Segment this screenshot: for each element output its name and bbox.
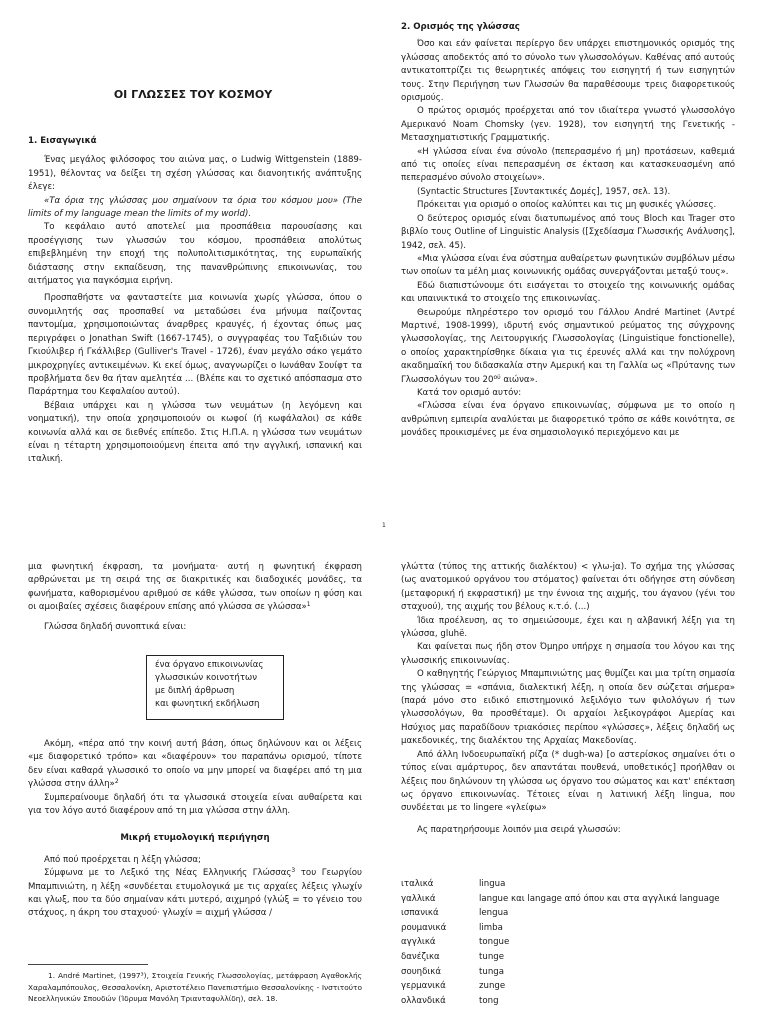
language-list: [401, 877, 720, 1008]
paragraph: Ο πρώτος ορισμός προέρχεται από τον ιδιαίτερα γνωστό γλωσσολόγο Αμερικανό Noam Chomsky (γεν. 1928), τον εισηγητή της Γενετικής - Μετασχηματιστικής Γραμματικής.: [401, 106, 735, 144]
list-item: [401, 877, 720, 892]
subheading: Μικρή ετυμολογική περιήγηση: [120, 833, 270, 844]
list-item: [401, 906, 720, 921]
superscript: ού: [493, 373, 501, 381]
paragraph: [28, 738, 362, 792]
section-definition: [401, 21, 735, 441]
text: Σύμφωνα με το Λεξικό της Νέας Ελληνικής Γλώσσας: [44, 868, 292, 879]
section-intro: [28, 135, 362, 467]
text: αιώνα».: [500, 374, 538, 385]
paragraph: Προσπαθήστε να φανταστείτε μια κοινωνία χωρίς γλώσσα, όπου ο συνομιλητής σας προσπαθεί να μεταδώσει ένα μήνυμα παίζοντας παντομίμα, χρησιμοποιώντας άναρθρες κραυγές, ή έχοντας όπως μας περιγράφει ο Jonathan Swift (1667-1745), ο συγγραφέας του Ταξιδιών του Γκιούλιβερ ή Γκάλλιβερ (Gulliver's Travel - 1726), έναν μεγάλο σάκο γεμάτο μικροχρηγίες αντικειμένων. Κι εκεί όμως, αναγνωρίζει ο Ιωνάθαν Σουίφτ τα προβλήματα δεν θα ήταν αμελητέα ... (Βλέπε και το σχετικό απόσπασμα στο Παράρτημα του Κεφαλαίου αυτού).: [28, 293, 362, 398]
footnote-ref: 1: [306, 601, 311, 609]
language-name: αγγλικά: [401, 937, 436, 948]
language-name: σουηδικά: [401, 966, 442, 977]
page-title: ΟΙ ΓΛΩΣΣΕΣ ΤΟΥ ΚΟΣΜΟΥ: [113, 88, 273, 101]
paragraph: Πρόκειται για ορισμό ο οποίος καλύπτει και τις μη φυσικές γλώσσες.: [417, 200, 717, 211]
text: Θεωρούμε πληρέστερο τον ορισμό του Γάλλου André Martinet (Αντρέ Μαρτινέ, 1908-1999), ιδρυτή ενός σημαντικού ρεύματος της σύγχρονης γλωσσολογίας, της Λειτουργικής Γλωσσολογίας (Linguistique fonctionelle), ο οποίος χαρακτηρίσθηκε δίκαια για τις έρευνές αλλά και την πολύχρονη ακαδημαϊκή του διδασκαλία στην Αμερική και τη Γαλλία ως «Πρύτανης των Γλωσσολόγων του 20: [401, 307, 735, 385]
paragraph: Ένας μεγάλος φιλόσοφος του αιώνα μας, ο Ludwig Wittgenstein (1889-1951), θέλοντας να δείξει τη σχέση γλώσσας και διανοητικής ανάπτυξης έλεγε:: [28, 155, 362, 193]
section-heading: 1. Εισαγωγικά: [28, 136, 97, 146]
box-line: γλωσσικών κοινοτήτων: [155, 673, 258, 683]
paragraph: Κατά τον ορισμό αυτόν:: [417, 387, 522, 398]
quote: «Τα όρια της γλώσσας μου σημαίνουν τα όρια του κόσμου μου» (The limits of my language mean the limits of my world).: [28, 195, 362, 220]
text: Ακόμη, «πέρα από την κοινή αυτή βάση, όπως δηλώνουν και οι λέξεις «με διαφορετικό τρόπο» και «διαφέρουν» του παραπάνω ορισμού, τίποτε δεν είναι καθαρά γλωσσικό το οποίο να μην μπορεί να διαφέρει από τη μια γλώσσα στην άλλη»: [28, 739, 362, 790]
language-name: δανέζικα: [401, 951, 440, 962]
language-word: lengua: [479, 908, 509, 919]
footnote-ref: 2: [114, 778, 119, 786]
paragraph: Ας παρατηρήσουμε λοιπόν μια σειρά γλωσσών:: [417, 824, 621, 835]
paragraph: [28, 867, 362, 921]
list-item: [401, 935, 720, 950]
paragraph: Και φαίνεται πως ήδη στον Όμηρο υπήρχε η σημασία του λόγου και της γλωσσικής επικοινωνίας.: [401, 642, 735, 666]
lower-left-text: [28, 561, 362, 634]
lower-left-text-2: [28, 738, 362, 921]
footnote-text: 1. André Martinet, (1997³), Στοιχεία Γενικής Γλωσσολογίας, μετάφραση Αγαθοκλής Χαραλαμπόπουλος, Θεσσαλονίκη, Αριστοτέλειο Πανεπιστήμιο Θεσσαλονίκης - Ινστιτούτο Νεοελληνικών Σπουδών (Ίδρυμα Μανόλη Τριανταφυλλίδη), σελ. 18.: [28, 971, 362, 1003]
list-item: [401, 950, 720, 965]
language-name: γαλλικά: [401, 893, 436, 904]
footnote: [28, 970, 362, 1005]
language-name: ισπανικά: [401, 908, 439, 919]
text: μια φωνητική έκφραση, τα μονήματα· αυτή η φωνητική έκφραση αρθρώνεται με τη σειρά της σε διακριτικές και διαδοχικές μονάδες, τα φωνήματα, καθορισμένου αριθμού σε κάθε γλώσσα, των οποίων η φύση και οι αμοιβαίες σχέσεις διαφέρουν επίσης από γλώσσα σε γλώσσα»: [28, 562, 362, 613]
quote: «Γλώσσα είναι ένα όργανο επικοινωνίας, σύμφωνα με το οποίο η ανθρώπινη εμπειρία αναλύεται με διαφορετικό τρόπο σε κάθε κοινότητα, σε μονάδες προικισμένες με ένα σημασιολογικό περιεχόμενο και με: [401, 401, 735, 439]
paragraph: γλώττα (τύπος της αττικής διαλέκτου) < γλω-jα). Το σχήμα της γλώσσας (ως ανατομικού οργάνου του στόματος) φαίνεται ότι οδήγησε στη σύνδεση (μεταφορική ή εκφραστική) με την έννοια της αιχμής, του άγανου (γένι του σταχυού), της αιχμής του βέλους κ.τ.ό. (...): [401, 562, 735, 613]
paragraph: Γλώσσα δηλαδή συνοπτικά είναι:: [44, 621, 187, 632]
quote: «Μια γλώσσα είναι ένα σύστημα αυθαίρετων φωνητικών συμβόλων μέσω των οποίων τα μέλη μιας κοινωνικής ομάδας συνεργάζονται μεταξύ τους».: [401, 253, 735, 278]
paragraph: [401, 307, 735, 387]
language-name: ρουμανικά: [401, 922, 447, 933]
page-number: 1: [382, 522, 386, 529]
paragraph: Το κεφάλαιο αυτό αποτελεί μια προσπάθεια παρουσίασης και προσέγγισης των γλωσσών του κόσμου, προσπάθεια απολύτως επιβεβλημένη την εποχή της πολυπολιτισμικότητας, της ευρωπαϊκής διάστασης στην εκπαίδευση, της πανανθρώπινης επικοινωνίας, του αιτήματος για παγκόσμια ειρήνη.: [28, 222, 362, 287]
paragraph: Βέβαια υπάρχει και η γλώσσα των νευμάτων (η λεγόμενη και νοηματική), την οποία χρησιμοποιούν οι κωφοί (ή κωφάλαλοι) σε κάθε κοινωνία αλλά και σε διεθνές επίπεδο. Στις Η.Π.Α. η γλώσσα των νευμάτων είναι η τέταρτη χρησιμοποιούμενη έπειτα από την αγγλική, ισπανική και ιταλική.: [28, 400, 362, 465]
language-name: ιταλικά: [401, 879, 434, 889]
paragraph: Ίδια προέλευση, ας το σημειώσουμε, έχει και η αλβανική λέξη για τη γλώσσα, gluhë.: [401, 615, 735, 640]
language-word: tongue: [479, 937, 510, 948]
language-word: tunga: [479, 966, 504, 977]
citation: (Syntactic Structures [Συντακτικές Δομές], 1957, σελ. 13).: [417, 186, 671, 197]
list-item: [401, 979, 720, 994]
text: του Γεωργίου Μπαμπινιώτη, η λέξη «συνδέεται ετυμολογικά με τις αρχαίες λέξεις γλωχίν και γλωξ, που τα δύο σημαίναν κάτι μυτερό, αιχμηρό (γλώξ = το γένειο του στάχυος, η άκρη του σταχυού· γλωχίν = αιχμή γλώσσα /: [28, 868, 362, 919]
language-word: lingua: [479, 879, 506, 889]
language-word: tunge: [479, 951, 505, 962]
box-line: με διπλή άρθρωση: [155, 686, 235, 696]
section-heading: 2. Ορισμός της γλώσσας: [401, 22, 520, 32]
language-word: tong: [479, 995, 499, 1006]
list-item: [401, 965, 720, 980]
paragraph: Συμπεραίνουμε δηλαδή ότι τα γλωσσικά στοιχεία είναι αυθαίρετα και για τον λόγο αυτό διαφέρουν από τη μια γλώσσα στην άλλη.: [28, 792, 362, 817]
language-word: limba: [479, 922, 503, 933]
paragraph: Ο καθηγητής Γεώργιος Μπαμπινιώτης μας θυμίζει και μια τρίτη σημασία της γλώσσας = «σπάνια, διαλεκτική λέξη, η οποία δεν σώζεται σήμερα» (παρά μόνο στο ειδικό επιστημονικό λεξιλόγιο των φιλολόγων ή των γλωσσολόγων, θα προσθέταμε). Οι αρχαίοι λεξικογράφοι Αμερίας και Ησύχιος μας παραδίδουν τριακόσιες περίπου «γλώσσες», λέξεις δηλαδή ως μακεδονικές, της διαλέκτου της Αρχαίας Μακεδονίας.: [401, 669, 735, 747]
footnote-divider: [28, 964, 148, 965]
paragraph: Όσο και εάν φαίνεται περίεργο δεν υπάρχει επιστημονικός ορισμός της γλώσσας αποδεκτός από το σύνολο των γλωσσολόγων. Καθένας από αυτούς αντικατοπτρίζει τις θεωρητικές απόψεις του εισηγητή ή των εισηγητών τους. Στην Περιήγηση των Γλωσσών θα παραθέσουμε τρεις διαφορετικούς ορισμούς.: [401, 39, 735, 104]
paragraph: Από άλλη Ινδοευρωπαϊκή ρίζα (* dugh-wa) [ο αστερίσκος σημαίνει ότι ο τύπος είναι αμάρτυρος, δεν απαντάται πουθενά, υποθετικός] προήλθαν οι λέξεις που δηλώνουν τη γλώσσα ως όργανο του σώματος και κατ' επέκταση ως όργανο επικοινωνίας. Τέτοιες είναι η λατινική λέξη lingua, που συνδέεται με το lingere «γλείφω»: [401, 749, 735, 814]
box-line: ένα όργανο επικοινωνίας: [155, 660, 264, 670]
paragraph: [28, 561, 362, 615]
language-name: γερμανικά: [401, 981, 446, 992]
paragraph: Από πού προέρχεται η λέξη γλώσσα;: [44, 854, 201, 865]
list-item: [401, 892, 720, 907]
paragraph: Εδώ διαπιστώνουμε ότι εισάγεται το στοιχείο της κοινωνικής ομάδας και υπαινικτικά το στοιχείο της επικοινωνίας.: [401, 280, 735, 305]
list-item: [401, 921, 720, 936]
language-word: zunge: [479, 981, 506, 992]
language-name: ολλανδικά: [401, 995, 446, 1006]
lower-right-text: [401, 561, 735, 837]
footnote-ref: 3: [291, 867, 296, 875]
quote: «Η γλώσσα είναι ένα σύνολο (πεπερασμένο ή μη) προτάσεων, καθεμιά από τις οποίες είναι πεπερασμένη σε έκταση και κατασκευασμένη από πεπερασμένο σύνολο στοιχείων».: [401, 146, 735, 184]
definition-box: [146, 655, 284, 720]
language-word: langue και langage από όπου και στα αγγλικά language: [479, 893, 720, 904]
box-line: και φωνητική εκδήλωση: [155, 699, 260, 709]
list-item: [401, 994, 720, 1009]
paragraph: Ο δεύτερος ορισμός είναι διατυπωμένος από τους Bloch και Trager στο βιβλίο τους Outline of Linguistic Analysis ([Σχεδίασμα Γλωσσικής Ανάλυσης], 1942, σελ. 45).: [401, 213, 735, 251]
